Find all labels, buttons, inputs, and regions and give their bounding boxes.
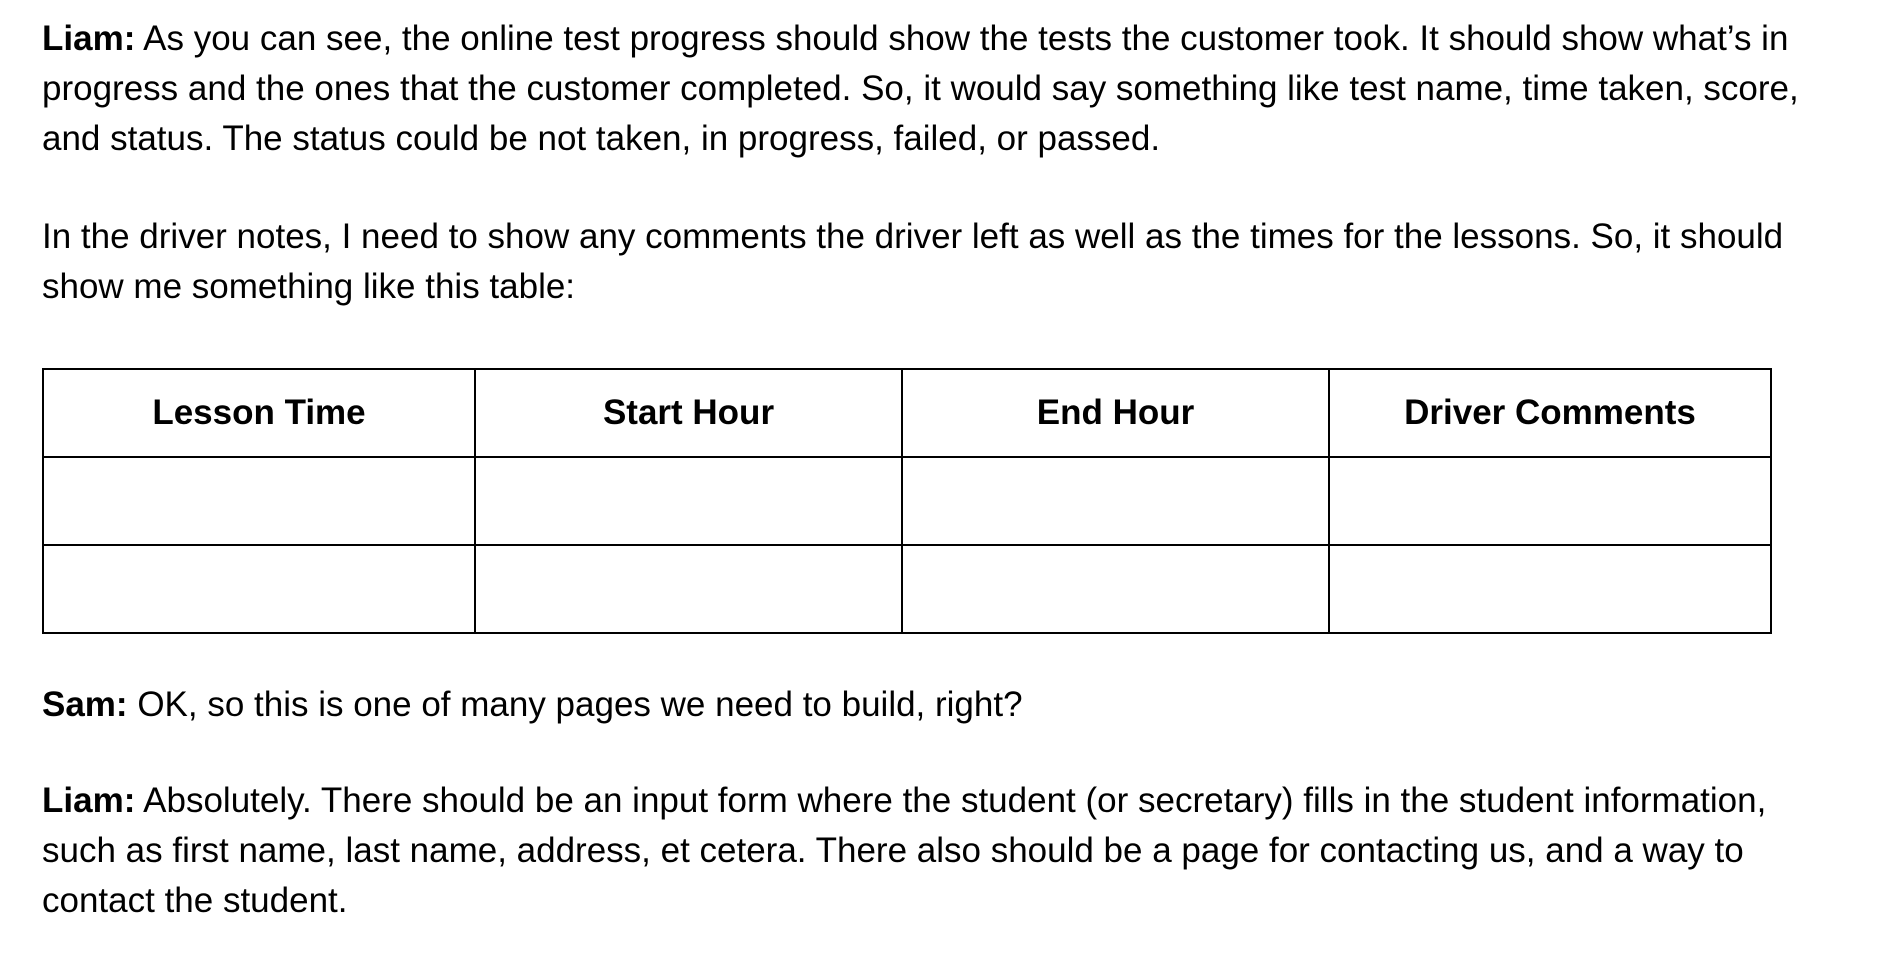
driver-notes-table <box>42 368 1772 634</box>
table-row <box>43 545 1771 633</box>
table-cell <box>475 545 902 633</box>
paragraph-driver-notes <box>42 212 1822 312</box>
document-page <box>42 14 1822 926</box>
table-cell <box>902 545 1329 633</box>
table-cell <box>1329 545 1771 633</box>
header-lesson-time: Lesson Time <box>43 369 475 457</box>
table-row <box>43 457 1771 545</box>
speaker-label: Liam: <box>42 781 136 820</box>
paragraph-sam <box>42 680 1822 730</box>
paragraph-text: In the driver notes, I need to show any comments the driver left as well as the times for the lessons. So, it should show me something like this table: <box>42 217 1784 306</box>
paragraph-liam-2 <box>42 776 1822 926</box>
table-header-row <box>43 369 1771 457</box>
speaker-label: Sam: <box>42 685 128 724</box>
table-cell <box>475 457 902 545</box>
speaker-label: Liam: <box>42 19 136 58</box>
paragraph-text: OK, so this is one of many pages we need to build, right? <box>127 685 1023 724</box>
table-cell <box>43 457 475 545</box>
header-end-hour: End Hour <box>902 369 1329 457</box>
header-start-hour: Start Hour <box>475 369 902 457</box>
table-cell <box>43 545 475 633</box>
table-cell <box>1329 457 1771 545</box>
paragraph-liam-1 <box>42 14 1822 164</box>
table-cell <box>902 457 1329 545</box>
header-driver-comments: Driver Comments <box>1329 369 1771 457</box>
paragraph-text: As you can see, the online test progress should show the tests the customer took. It should show what’s in progress and the ones that the customer completed. So, it would say something like test name, time taken, score, and status. The status could be not taken, in progress, failed, or passed. <box>42 19 1799 158</box>
paragraph-text: Absolutely. There should be an input form where the student (or secretary) fills in the student information, such as first name, last name, address, et cetera. There also should be a page for contacting us, and a way to contact the student. <box>42 781 1767 920</box>
